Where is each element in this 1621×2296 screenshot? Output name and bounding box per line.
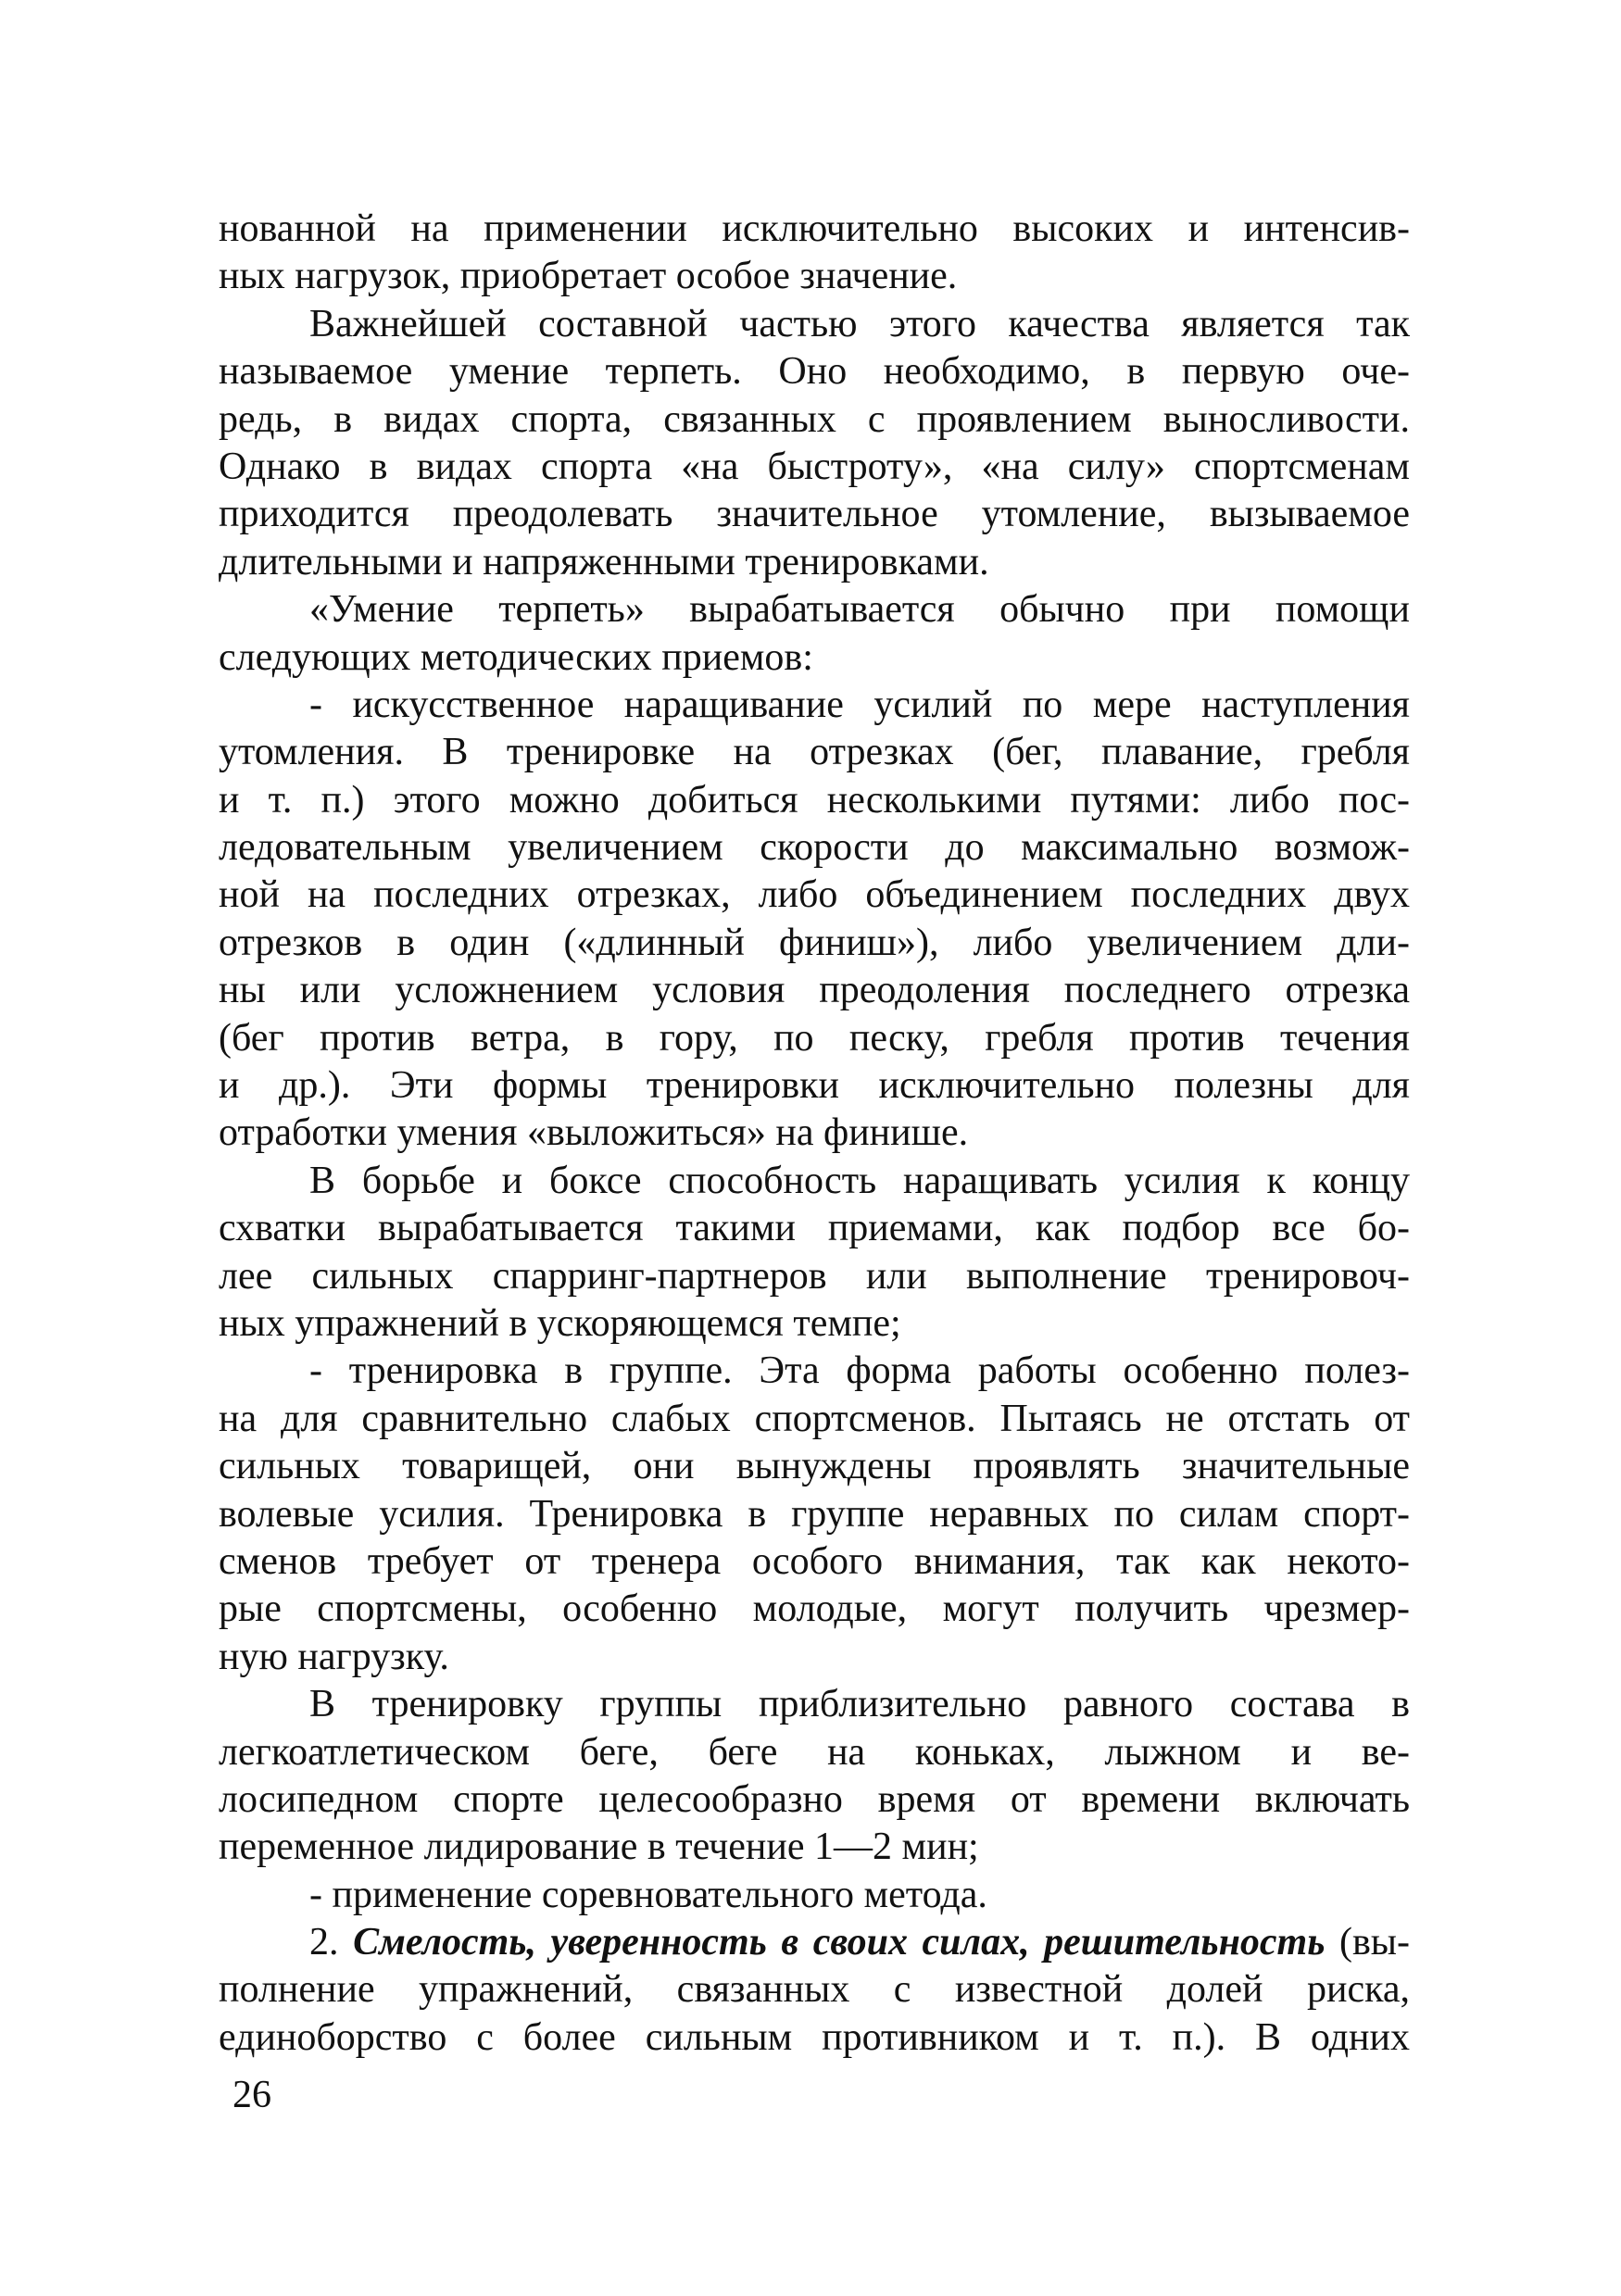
- text-line: сильных товарищей, они вынуждены проявлять значительные: [219, 1445, 1410, 1488]
- text-line: [219, 1919, 1410, 1966]
- text-line: волевые усилия. Тренировка в группе неравных по силам спорт-: [219, 1492, 1410, 1536]
- text-run: 2.: [309, 1921, 354, 1964]
- text-line: Важнейшей составной частью этого качества является так: [309, 302, 1410, 345]
- text-line: и др.). Эти формы тренировки исключительно полезны для: [219, 1064, 1410, 1108]
- text-line: следующих методических приемов:: [219, 635, 813, 679]
- text-line: переменное лидирование в течение 1—2 мин;: [219, 1826, 979, 1869]
- text-line: рые спортсмены, особенно молодые, могут получить чрезмер-: [219, 1587, 1410, 1631]
- body-text: [219, 206, 1410, 2062]
- text-line: В борьбе и боксе способность наращивать усилия к концу: [309, 1159, 1410, 1202]
- text-line: ной на последних отрезках, либо объединением последних двух: [219, 873, 1410, 917]
- text-line: Однако в видах спорта «на быстроту», «на силу» спортсменам: [219, 445, 1410, 488]
- text-run: (вы-: [1325, 1921, 1411, 1964]
- text-line: В тренировку группы приблизительно равного состава в: [309, 1683, 1410, 1726]
- text-line: редь, в видах спорта, связанных с проявлением выносливости.: [219, 397, 1410, 441]
- text-line: - искусственное наращивание усилий по мере наступления: [309, 683, 1410, 726]
- text-line: - применение соревновательного метода.: [309, 1873, 987, 1916]
- text-line: нованной на применении исключительно высоких и интенсив-: [219, 207, 1410, 250]
- text-line: длительными и напряженными тренировками.: [219, 540, 989, 583]
- text-line: лее сильных спарринг-партнеров или выполнение тренировоч-: [219, 1254, 1410, 1298]
- text-line: схватки вырабатывается такими приемами, как подбор все бо-: [219, 1207, 1410, 1250]
- text-line: на для сравнительно слабых спортсменов. Пытаясь не отстать от: [219, 1397, 1410, 1440]
- text-line: ледовательным увеличением скорости до максимально возмож-: [219, 826, 1410, 870]
- emphasized-term: Смелость, уверенность в своих силах, решительность: [353, 1921, 1326, 1964]
- page-number: 26: [232, 2074, 271, 2116]
- text-line: единоборство с более сильным противником и т. п.). В одних: [219, 2015, 1410, 2059]
- text-line: называемое умение терпеть. Оно необходимо, в первую оче-: [219, 350, 1410, 394]
- text-line: (бег против ветра, в гору, по песку, гребля против течения: [219, 1016, 1410, 1060]
- text-line: ных нагрузок, приобретает особое значение.: [219, 255, 958, 298]
- text-line: полнение упражнений, связанных с известной долей риска,: [219, 1968, 1410, 2012]
- text-line: - тренировка в группе. Эта форма работы особенно полез-: [309, 1349, 1410, 1393]
- text-line: отрезков в один («длинный финиш»), либо увеличением дли-: [219, 921, 1410, 964]
- text-line: «Умение терпеть» вырабатывается обычно при помощи: [309, 588, 1410, 632]
- text-line: приходится преодолевать значительное утомление, вызываемое: [219, 493, 1410, 536]
- text-line: лосипедном спорте целесообразно время от времени включать: [219, 1777, 1410, 1821]
- text-line: и т. п.) этого можно добиться несколькими путями: либо пос-: [219, 778, 1410, 822]
- text-line: ную нагрузку.: [219, 1635, 449, 1678]
- text-line: сменов требует от тренера особого внимания, так как некото-: [219, 1539, 1410, 1583]
- text-line: ных упражнений в ускоряющемся темпе;: [219, 1301, 901, 1345]
- text-line: ны или усложнением условия преодоления последнего отрезка: [219, 969, 1410, 1012]
- text-line: утомления. В тренировке на отрезках (бег, плавание, гребля: [219, 731, 1410, 774]
- text-line: легкоатлетическом беге, беге на коньках, лыжном и ве-: [219, 1730, 1410, 1774]
- text-line: отработки умения «выложиться» на финише.: [219, 1111, 969, 1155]
